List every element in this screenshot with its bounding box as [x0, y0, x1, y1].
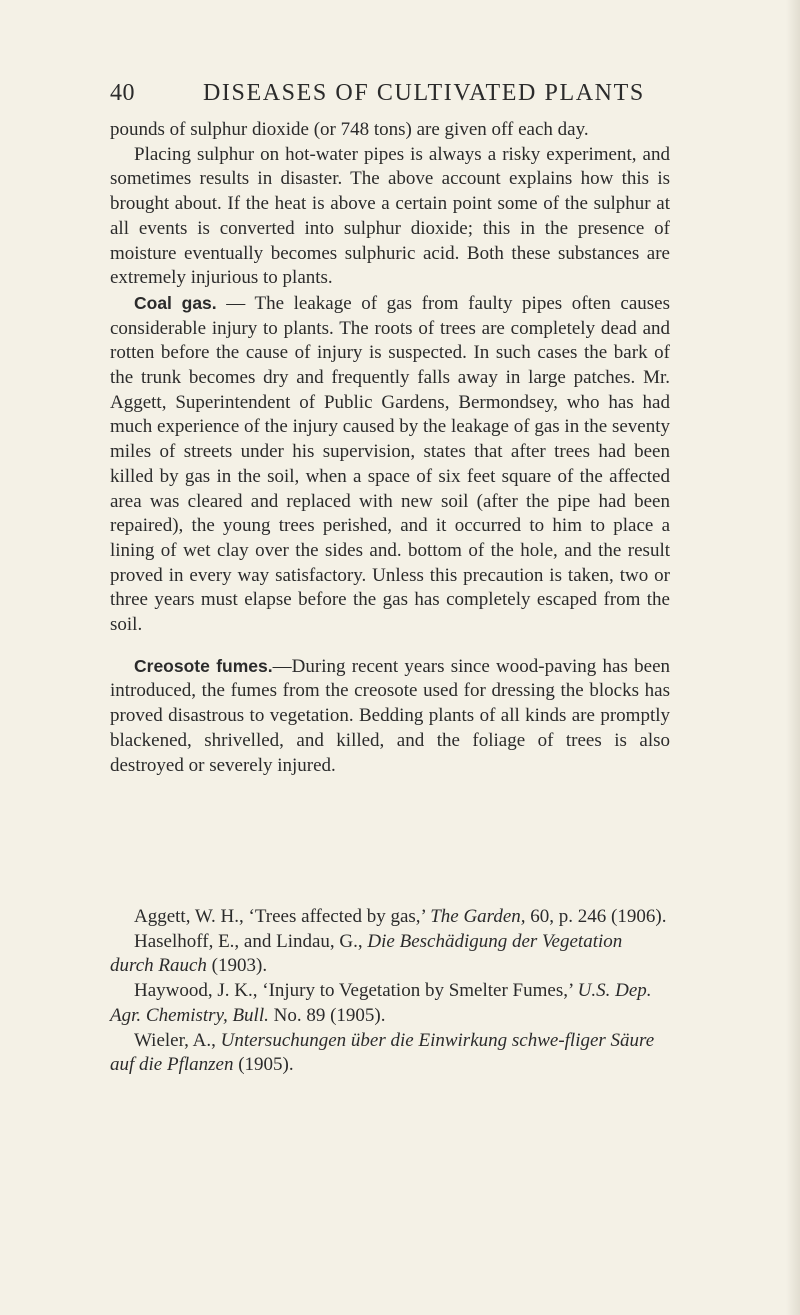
running-head: DISEASES OF CULTIVATED PLANTS [203, 80, 645, 106]
section-heading-creosote: Creosote fumes. [134, 655, 273, 676]
paragraph-continuation: pounds of sulphur dioxide (or 748 tons) are given off each day. [110, 119, 589, 140]
reference-details: 60, p. 246 (1906). [525, 906, 667, 927]
reference-details: (1903). [206, 955, 268, 977]
paragraph-coal-gas-text: — The leakage of gas from faulty pipes often causes considerable injury to plants. The roots of trees are completely dead and rotten before the cause of injury is suspected. In such cases the bark of the trunk becomes dry and frequently falls away in large patches. Mr. Aggett, Superintendent of Public Gardens, Bermondsey, who has had much experience of the injury caused by the leakage of gas in the seventy miles of streets under his supervision, states that after trees had been killed by gas in the soil, when a space of six feet square of the affected area was cleared and replaced with new soil (after the pipe had been repaired), the young trees perished, and it occurred to him to place a lining of wet clay over the sides and. bottom of the hole, and the result proved in every way satisfactory. Unless this precaution is taken, two or three years must elapse before the gas has completely escaped from the soil. [110, 292, 670, 636]
page-number: 40 [110, 80, 135, 106]
reference-source: U.S. Dep. Agr. Chemistry, Bull. [110, 980, 652, 1026]
paragraph-coal-gas [110, 291, 670, 638]
reference-author: Haselhoff, E., and Lindau, G., [134, 930, 368, 952]
reference-item [110, 1029, 670, 1078]
reference-source: Die Beschädigung der Vegetation durch Rauch [110, 930, 623, 977]
reference-item [110, 905, 670, 930]
reference-author: Wieler, A., [134, 1029, 221, 1051]
page-header [110, 80, 670, 110]
reference-source: The Garden, [430, 906, 526, 927]
reference-author: Aggett, W. H., ‘Trees affected by gas,’ [134, 906, 431, 927]
paragraph-creosote [110, 654, 670, 779]
reference-source: Untersuchungen über die Einwirkung schwe-fliger Säure auf die Pflanzen [110, 1029, 655, 1076]
section-heading-coal-gas: Coal gas. [134, 292, 217, 313]
reference-details: (1905). [233, 1054, 294, 1076]
reference-item [110, 930, 670, 979]
reference-item [110, 979, 670, 1028]
body-text [110, 118, 670, 778]
references-list [110, 905, 670, 1078]
paragraph-creosote-text: —During recent years since wood-paving has been introduced, the fumes from the creosote used for dressing the blocks has proved disastrous to vegetation. Bedding plants of all kinds are promptly blackened, shrivelled, and killed, and the foliage of trees is also destroyed or severely injured. [110, 655, 671, 776]
page-edge-shadow [786, 0, 800, 1315]
reference-author: Haywood, J. K., ‘Injury to Vegetation by Smelter Fumes,’ [134, 980, 578, 1002]
paragraph-sulphur-pipes: Placing sulphur on hot-water pipes is always a risky experiment, and sometimes results in disaster. The above account explains how this is brought about. If the heat is above a certain point some of the sulphur at all events is converted into sulphur dioxide; this in the presence of moisture eventually becomes sulphuric acid. Both these substances are extremely injurious to plants. [110, 143, 670, 289]
reference-details: No. 89 (1905). [268, 1004, 386, 1026]
